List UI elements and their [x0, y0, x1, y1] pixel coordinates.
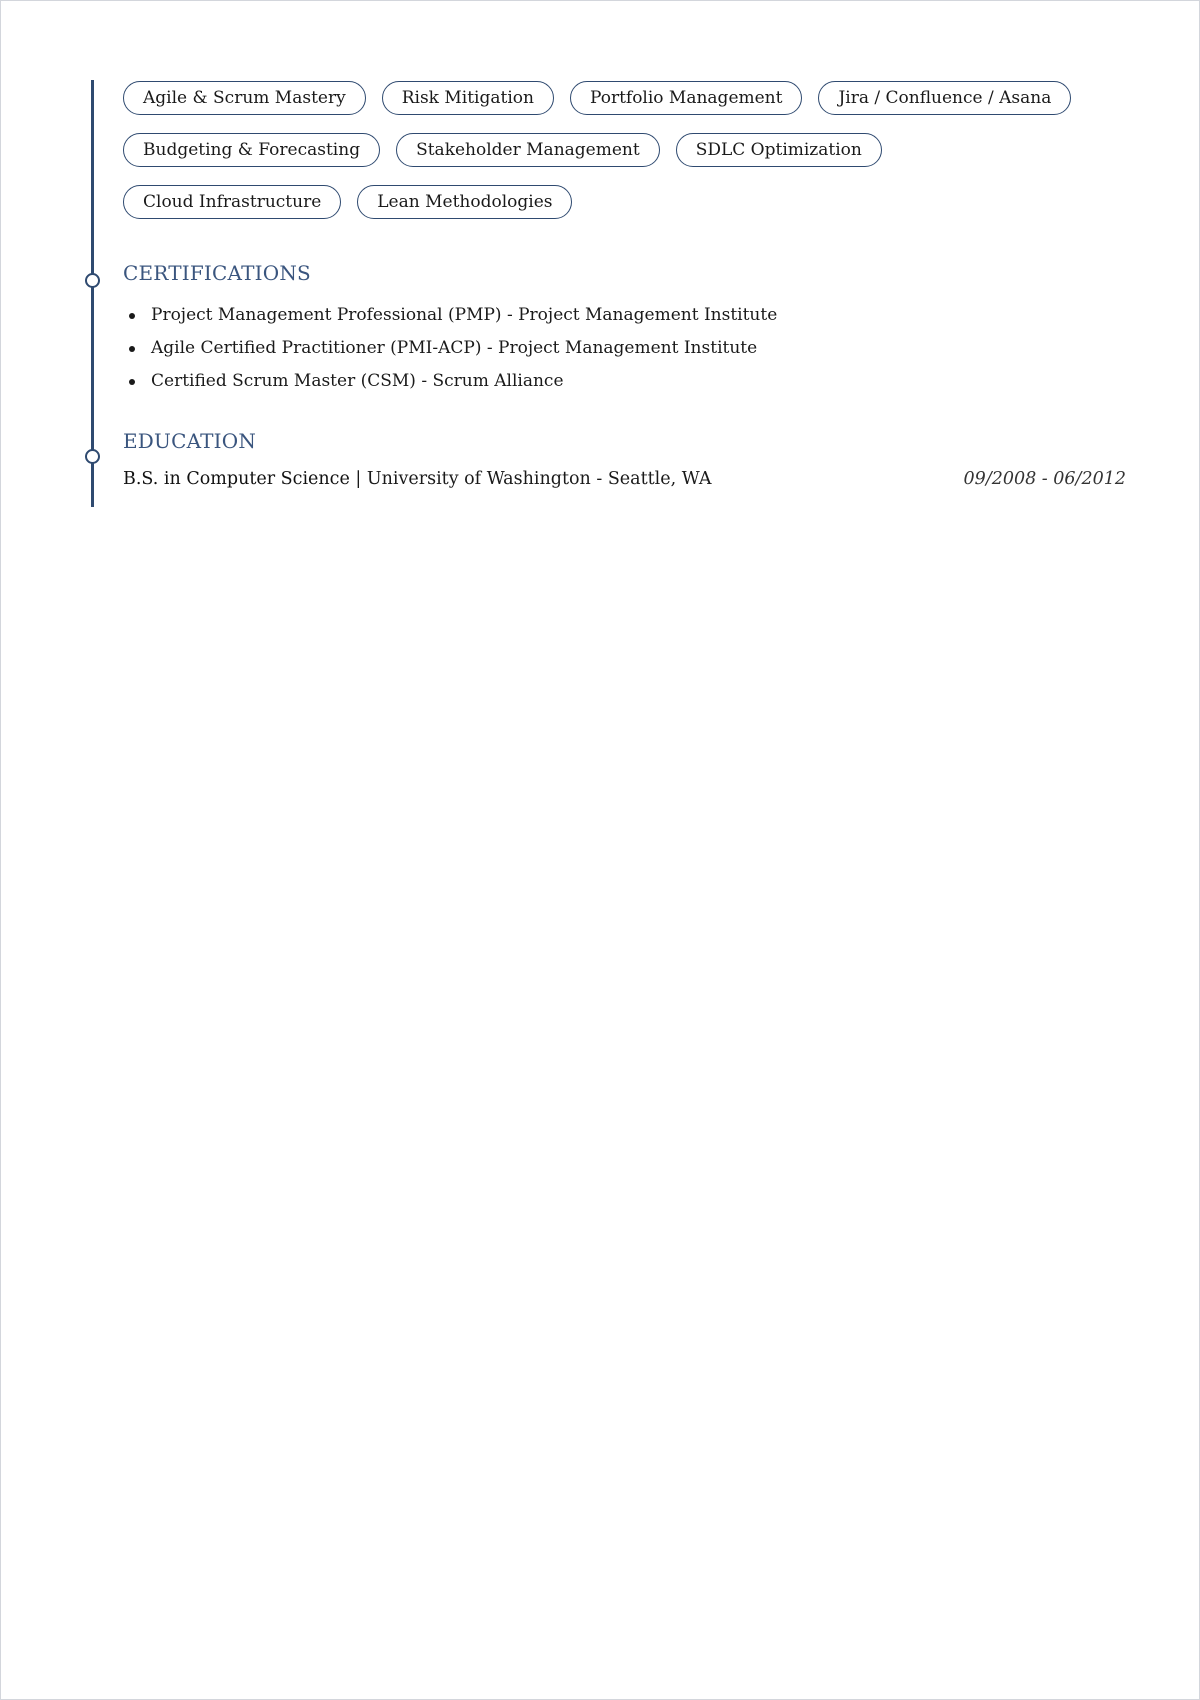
skill-tag: SDLC Optimization: [676, 133, 882, 167]
certification-item: Agile Certified Practitioner (PMI-ACP) - Project Management Institute: [123, 338, 1126, 358]
skill-tag: Budgeting & Forecasting: [123, 133, 380, 167]
certifications-heading: CERTIFICATIONS: [123, 261, 311, 285]
certifications-list: [123, 305, 1126, 391]
skill-tag: Cloud Infrastructure: [123, 185, 341, 219]
skill-tag: Agile & Scrum Mastery: [123, 81, 366, 115]
education-timeline-node: [85, 449, 100, 464]
skill-tag: Lean Methodologies: [357, 185, 572, 219]
education-entry: [123, 469, 1126, 489]
skill-tag: Risk Mitigation: [382, 81, 554, 115]
education-school: University of Washington - Seattle, WA: [366, 469, 712, 489]
education-dates: 09/2008 - 06/2012: [963, 469, 1126, 489]
resume-content: [123, 81, 1126, 489]
timeline-line: [91, 80, 94, 507]
education-degree: B.S. in Computer Science: [123, 469, 350, 489]
education-degree-line: [123, 469, 712, 489]
skill-tag: Stakeholder Management: [396, 133, 660, 167]
skills-list: [123, 81, 1083, 219]
skill-tag: Portfolio Management: [570, 81, 803, 115]
education-separator: |: [349, 469, 367, 489]
certification-item: Certified Scrum Master (CSM) - Scrum Alliance: [123, 371, 1126, 391]
certification-item: Project Management Professional (PMP) - Project Management Institute: [123, 305, 1126, 325]
education-heading: EDUCATION: [123, 429, 257, 453]
skill-tag: Jira / Confluence / Asana: [818, 81, 1071, 115]
certifications-timeline-node: [85, 273, 100, 288]
